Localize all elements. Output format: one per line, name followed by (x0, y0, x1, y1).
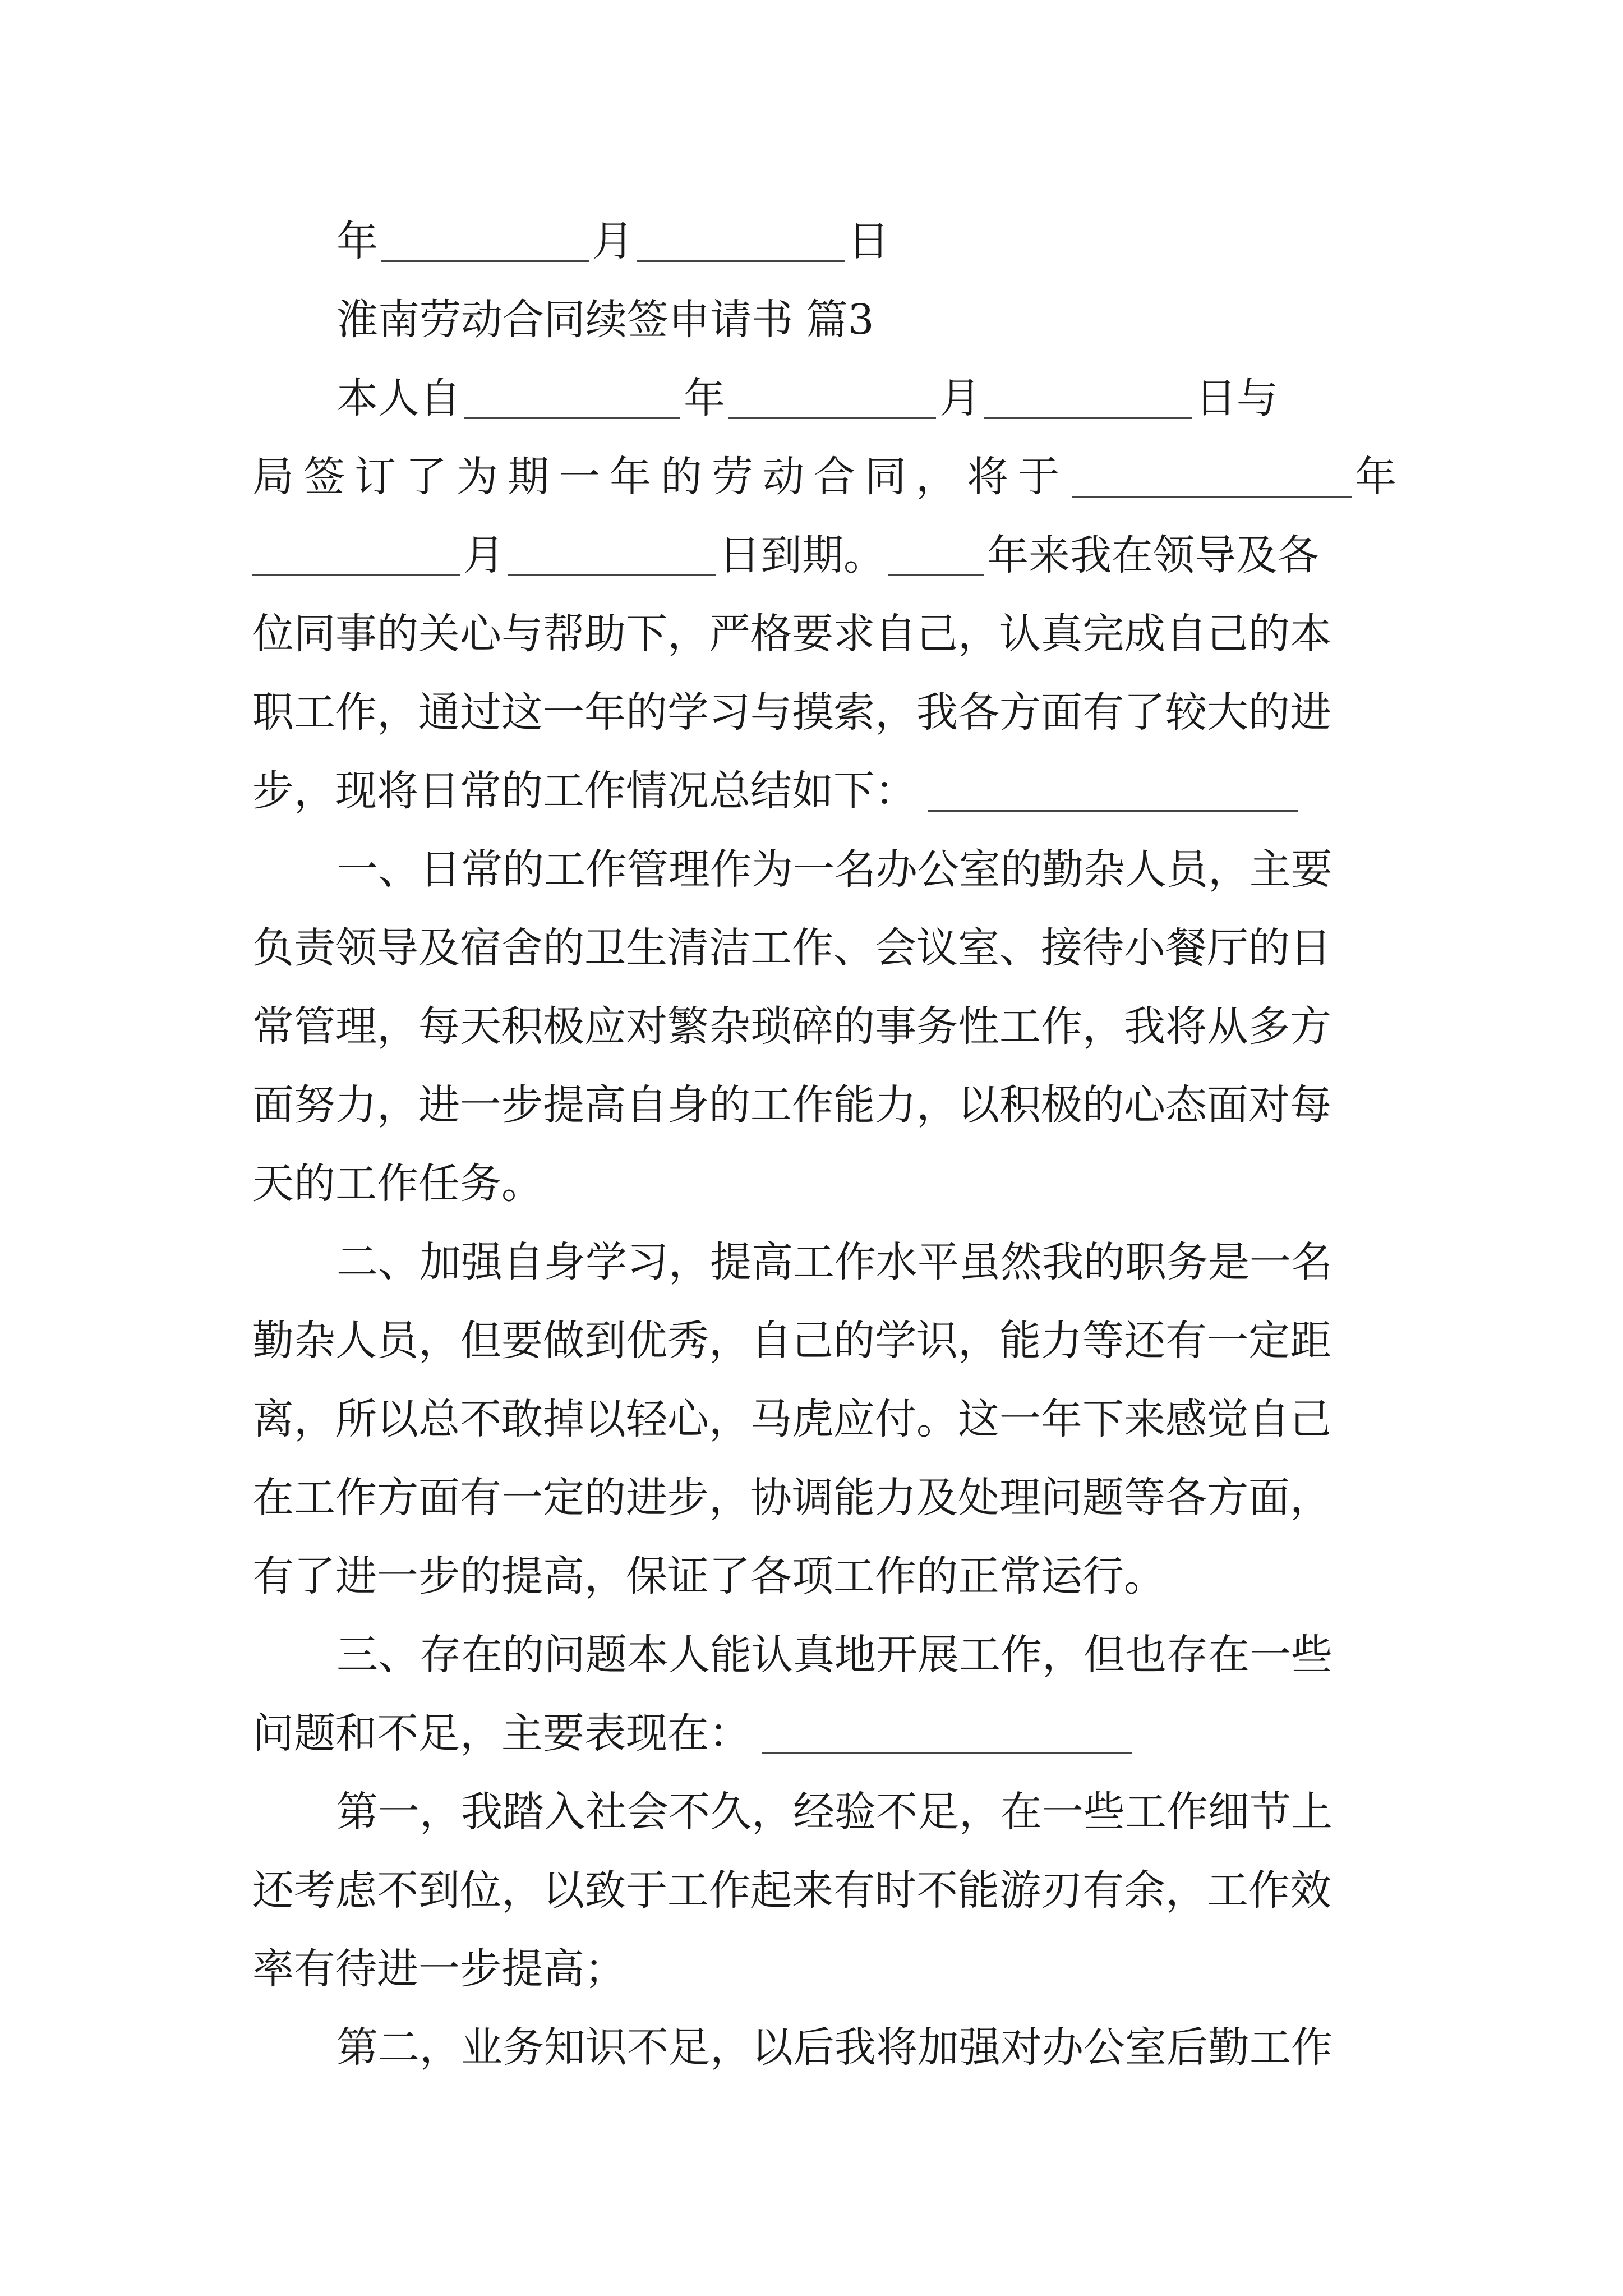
para-text: 三、存在的问题本人能认真地开展工作，但也存在一些 (336, 1631, 1332, 1679)
para-text: 第二，业务知识不足，以后我将加强对办公室后勤工作 (336, 2023, 1332, 2072)
para-text: 有了进一步的提高，保证了各项工作的正常运行。 (252, 1552, 1165, 1600)
para-text: 在工作方面有一定的进步，协调能力及处理问题等各方面， (252, 1474, 1331, 1522)
month-label: 月 (592, 217, 634, 265)
para-text: 勤杂人员，但要做到优秀，自己的学识，能力等还有一定距 (252, 1317, 1331, 1365)
intro-text: 日与 (1195, 374, 1278, 422)
intro-text: 本人自 (336, 374, 461, 422)
para3-line-2 (252, 1694, 1396, 1773)
intro-text: 职工作，通过这一年的学习与摸索，我各方面有了较大的进 (252, 688, 1331, 737)
para-text: 率有待进一步提高； (252, 1945, 626, 1993)
problems-blank (762, 1713, 1132, 1754)
para1-line-3 (252, 987, 1396, 1066)
end-year-blank (1072, 457, 1352, 498)
year-blank (381, 221, 589, 262)
intro-text: 日到期。 (719, 531, 885, 579)
para-text: 面努力，进一步提高自身的工作能力，以积极的心态面对每 (252, 1081, 1331, 1129)
para4-line-1 (336, 1773, 1396, 1851)
para4-line-2 (252, 1851, 1396, 1930)
month-blank (637, 221, 845, 262)
intro-line-4 (252, 595, 1396, 673)
para4-line-3 (252, 1930, 1396, 2008)
intro-text: 步，现将日常的工作情况总结如下： (252, 767, 916, 815)
para-text: 问题和不足，主要表现在： (252, 1709, 750, 1757)
section-heading (336, 280, 1396, 359)
para1-line-5 (252, 1144, 1396, 1223)
date-line (336, 202, 1396, 280)
para1-line-2 (252, 909, 1396, 987)
intro-line-3 (252, 516, 1396, 595)
para2-line-1 (336, 1223, 1396, 1301)
years-blank (888, 535, 984, 576)
para2-line-3 (252, 1380, 1396, 1458)
section-heading-text: 淮南劳动合同续签申请书 篇3 (336, 296, 874, 344)
para-text: 二、加强自身学习，提高工作水平虽然我的职务是一名 (336, 1238, 1332, 1286)
intro-line-5 (252, 673, 1396, 752)
end-month-blank (252, 535, 460, 576)
para-text: 天的工作任务。 (252, 1159, 543, 1208)
intro-text: 局签订了为期一年的劳动合同，将于 (252, 453, 1069, 501)
intro-text: 月 (939, 374, 981, 422)
intro-text: 月 (463, 531, 505, 579)
para-text: 离，所以总不敢掉以轻心，马虎应付。这一年下来感觉自己 (252, 1395, 1331, 1443)
para5-line-1 (336, 2008, 1396, 2087)
end-day-blank (508, 535, 716, 576)
para-text: 常管理，每天积极应对繁杂琐碎的事务性工作，我将从多方 (252, 1002, 1331, 1051)
intro-text: 年 (684, 374, 725, 422)
para1-line-1 (336, 830, 1396, 909)
year-label: 年 (336, 217, 378, 265)
intro-text: 年来我在领导及各 (987, 531, 1319, 579)
intro-line-2 (252, 438, 1396, 516)
para3-line-1 (336, 1616, 1396, 1694)
start-month-blank (728, 378, 936, 419)
summary-blank (928, 771, 1298, 812)
day-label: 日 (848, 217, 889, 265)
para-text: 负责领导及宿舍的卫生清洁工作、会议室、接待小餐厅的日 (252, 924, 1331, 972)
para-text: 还考虑不到位，以致于工作起来有时不能游刃有余，工作效 (252, 1866, 1331, 1915)
para2-line-2 (252, 1301, 1396, 1380)
start-day-blank (984, 378, 1192, 419)
para-text: 一、日常的工作管理作为一名办公室的勤杂人员，主要 (336, 845, 1332, 894)
para2-line-5 (252, 1537, 1396, 1616)
para-text: 第一，我踏入社会不久，经验不足，在一些工作细节上 (336, 1788, 1332, 1836)
start-year-blank (464, 378, 680, 419)
intro-line-6 (252, 752, 1396, 830)
intro-text: 年 (1355, 453, 1396, 501)
intro-line-1 (336, 359, 1396, 438)
para2-line-4 (252, 1458, 1396, 1537)
intro-text: 位同事的关心与帮助下，严格要求自己，认真完成自己的本 (252, 610, 1331, 658)
para1-line-4 (252, 1066, 1396, 1144)
